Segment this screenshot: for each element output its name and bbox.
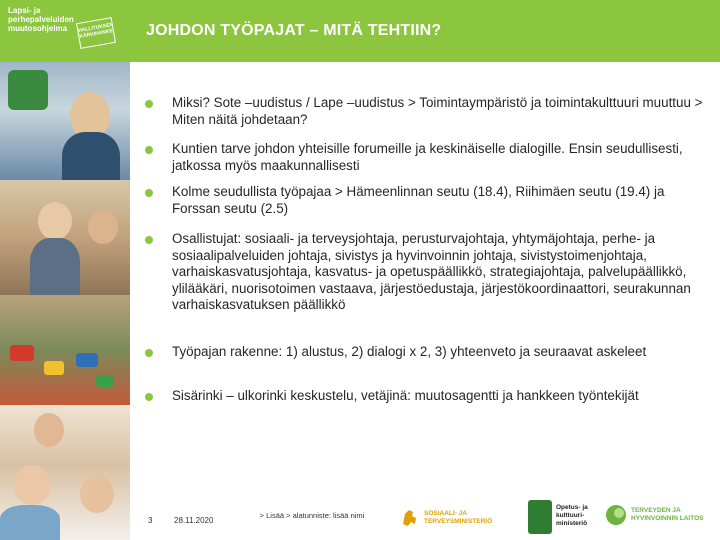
thl-leaf-icon	[605, 504, 627, 526]
bullet-text: Työpajan rakenne: 1) alustus, 2) dialogi x 2, 3) yhteenveto ja seuraavat askeleet	[172, 344, 647, 359]
photo-lego-bricks	[0, 295, 130, 405]
bullet-text: Kuntien tarve johdon yhteisille forumeille ja keskinäiselle dialogille. Ensin seudullisesti, jatkossa myös maakunnallisesti	[172, 141, 683, 173]
bullet-text: Sisärinki – ulkorinki keskustelu, vetäjinä: muutosagentti ja hankkeen työntekijät	[172, 388, 639, 403]
photo-girl-computer	[0, 62, 130, 180]
logo-line-3: muutosohjelma	[8, 24, 68, 33]
thl-logo-text: TERVEYDEN JA HYVINVOINNIN LAITOS	[631, 507, 704, 522]
stm-logo-text: SOSIAALI- JA TERVEYSMINISTERIÖ	[424, 510, 493, 525]
bullet-dot	[145, 189, 153, 197]
ministry-logos	[400, 498, 720, 540]
slide-title: JOHDON TYÖPAJAT – MITÄ TEHTIIN?	[146, 22, 442, 39]
logo-text	[8, 6, 78, 33]
bullet-dot	[145, 146, 153, 154]
bullet-text: Kolme seudullista työpajaa > Hämeenlinnan seutu (18.4), Riihimäen seutu (19.4) ja Forssan seutu (2.5)	[172, 184, 665, 216]
okm-emblem-icon	[528, 500, 552, 534]
photo-column	[0, 62, 130, 540]
bullet-dot	[145, 236, 153, 244]
photo-children-play	[0, 180, 130, 295]
footer-date: 28.11.2020	[174, 516, 214, 525]
bullet-dot	[145, 100, 153, 108]
karkihanke-badge: HALLITUKSEN KÄRKIHANKE	[76, 17, 116, 49]
program-logo	[0, 0, 130, 62]
slide-footer	[0, 490, 720, 540]
slide-header	[0, 0, 720, 62]
bullet-text: Miksi? Sote –uudistus / Lape –uudistus > Toimintaympäristö ja toimintakulttuuri muuttuu > Miten näitä johdetaan?	[172, 95, 703, 127]
lion-icon	[400, 506, 420, 528]
thl-logo	[605, 498, 720, 538]
stm-logo	[400, 498, 520, 538]
logo-line-1: Lapsi- ja	[8, 6, 41, 15]
bullet-dot	[145, 393, 153, 401]
bullet-text: Osallistujat: sosiaali- ja terveysjohtaja, perusturvajohtaja, yhtymäjohtaja, perhe- ja sosiaalipalveluiden johtaja, sivistys ja hyvinvoinnin johtaja, sivistystoimenjohtaja, varhaiskasvatusjohtaja, kasvatus- ja opetuspäällikkö, strategiajohtaja, palvelupäällikkö, ylilääkäri, nuorisotoimen vastaava, järjestöedustaja, järjestökoordinaattori, seurakunnan varhaiskasvatuksen päällikkö	[172, 231, 691, 312]
bullet-dot	[145, 349, 153, 357]
okm-logo	[528, 498, 608, 538]
logo-line-2: perhepalveluiden	[8, 15, 74, 24]
okm-logo-text: Opetus- ja kulttuuri-ministeriö	[556, 504, 588, 527]
footer-note: > Lisää > alatunniste: lisää nimi	[259, 511, 365, 520]
page-number: 3	[148, 516, 153, 525]
